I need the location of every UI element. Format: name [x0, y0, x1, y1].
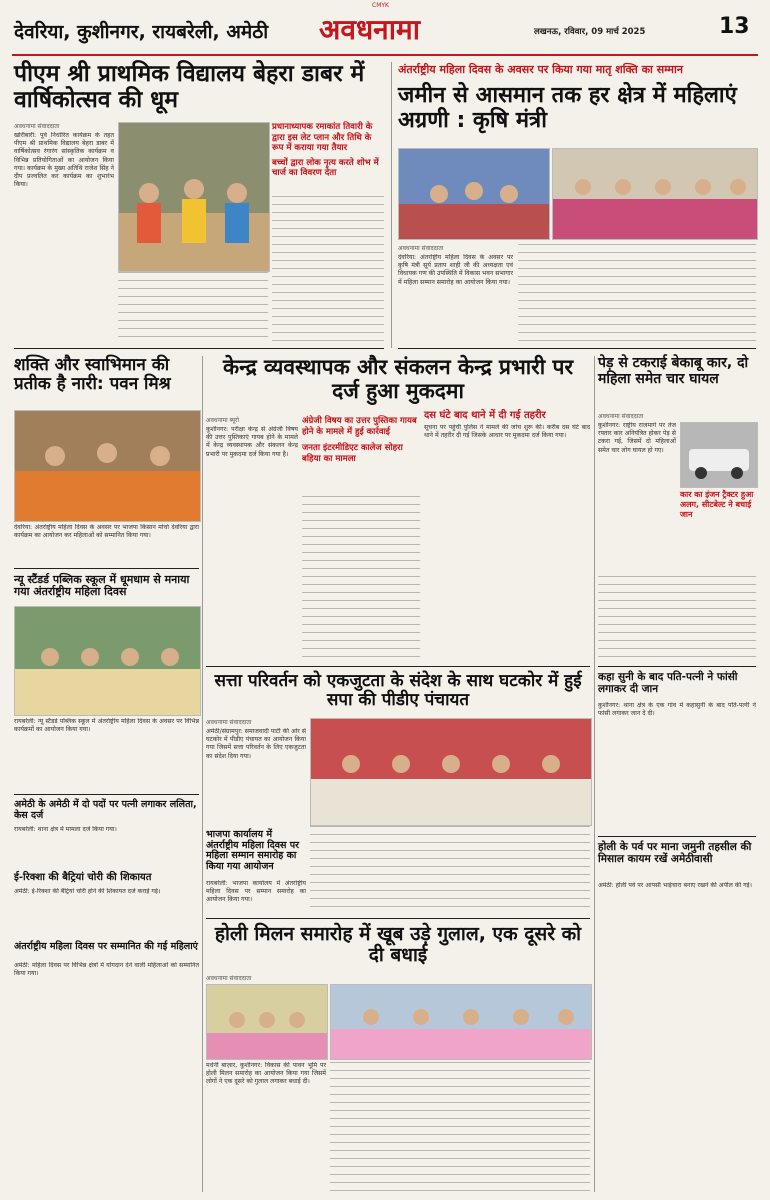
- a8-byline: अवधनामा संवाददाता: [206, 719, 252, 726]
- a9-headline: कहा सुनी के बाद पति-पत्नी ने फांसी लगाकर दी जान: [598, 671, 738, 695]
- a2-body-cont: [518, 244, 756, 346]
- divider: [398, 348, 756, 349]
- a16-headline: अंतर्राष्ट्रीय महिला दिवस पर सम्मानित की गई महिलाएं: [14, 941, 198, 952]
- page-number: 13: [719, 14, 750, 39]
- a2-headline: जमीन से आसमान तक हर क्षेत्र में महिलाएं अग्रणी : कृषि मंत्री: [398, 83, 737, 133]
- a1-body-cont: [118, 272, 268, 344]
- a8-body-cont: [310, 826, 590, 914]
- a2-body: देवरिया: अंतर्राष्ट्रीय महिला दिवस के अवसर पर कृषि मंत्री सूर्य प्रताप शाही जी की अध्यक्षता एवं विधायक गण की उपस्थिति में विकास भवन सभागार में महिला सम्मान समारोह का आयोजन किया गया।: [398, 254, 513, 286]
- divider: [14, 794, 199, 795]
- a11-photo-2: [330, 984, 592, 1060]
- a5-side2: जनता इंटरमीडिएट कालेज सोहरा बहिया का मामला: [302, 443, 403, 464]
- a15-headline: ई-रिक्शा की बैट्रियां चोरी की शिकायत: [14, 872, 152, 883]
- header-bar: [14, 10, 756, 52]
- dateline: लखनऊ, रविवार, 09 मार्च 2025: [534, 27, 646, 37]
- a10-headline: होली के पर्व पर माना जमुनी तहसील की मिसाल कायम रखें अमेठीवासी: [598, 841, 752, 865]
- a2-photo-2: [552, 148, 758, 240]
- a1-byline: अवधनामा संवाददाता: [14, 123, 60, 130]
- a11-headline: होली मिलन समारोह में खूब उड़े गुलाल, एक दूसरे को दी बधाई: [214, 923, 582, 967]
- a6-photo: [680, 422, 758, 488]
- a2-kicker: अंतर्राष्ट्रीय महिला दिवस के अवसर पर किया गया मातृ शक्ति का सम्मान: [398, 63, 683, 76]
- a4-headline: न्यू स्टैंडर्ड पब्लिक स्कूल में धूमधाम से मनाया गया अंतर्राष्ट्रीय महिला दिवस: [14, 573, 190, 599]
- a5-body-cont: [302, 496, 420, 662]
- a5-side-callout: [302, 416, 420, 464]
- header-rule: [12, 54, 758, 56]
- a16-body: अमेठी: महिला दिवस पर विभिन्न क्षेत्रों में योगदान देने वाली महिलाओं को सम्मानित किया गया।: [14, 962, 199, 978]
- a15-body: अमेठी: ई-रिक्शा की बैट्रियां चोरी होने की शिकायत दर्ज कराई गई।: [14, 888, 161, 895]
- a8-headline: सत्ता परिवर्तन को एकजुटता के संदेश के साथ घटकोर में हुई सपा की पीडीए पंचायत: [214, 671, 582, 711]
- a2-photo: [398, 148, 550, 240]
- divider: [206, 666, 590, 667]
- a8-body: अमेठी/संग्रामपुर: समाजवादी पार्टी की ओर से घटकोर में पीडीए पंचायत का आयोजन किया गया जिसमें सत्ता परिवर्तन के लिए एकजुटता का संदेश दिया गया।: [206, 728, 306, 760]
- a2-byline: अवधनामा संवाददाता: [398, 245, 444, 252]
- a3-photo: [14, 410, 201, 522]
- a6-side-callout: कार का इंजन ट्रैक्टर हुआ अलग, सीटबेल्ट ने बचाई जान: [680, 490, 754, 519]
- a6-byline: अवधनामा संवाददाता: [598, 413, 644, 420]
- a7-body: सूचना पर पहुंची पुलिस ने मामले की जांच शुरू की। करीब दस घंटे बाद थाने में तहरीर दी गई जिसके आधार पर मुकदमा दर्ज किया गया।: [424, 424, 590, 440]
- a5-body: कुशीनगर: परीक्षा केन्द्र से अंग्रेजी विषय की उत्तर पुस्तिकाएं गायब होने के मामले में केन्द्र व्यवस्थापक और संकलन केन्द्र प्रभारी पर मुकदमा दर्ज किया गया है।: [206, 426, 298, 458]
- brand-logo: [319, 10, 489, 50]
- a4-photo: [14, 606, 201, 716]
- a6-body-cont: [598, 576, 756, 662]
- a6-body: कुशीनगर: राष्ट्रीय राजमार्ग पर तेज रफ्तार कार अनियंत्रित होकर पेड़ से टकरा गई, जिसमें दो महिलाओं समेत चार लोग घायल हो गए।: [598, 422, 676, 454]
- a10-body: अमेठी: होली पर्व पर आपसी भाईचारा बनाए रखने की अपील की गई।: [598, 882, 752, 889]
- a9-body: कुशीनगर: थाना क्षेत्र के एक गांव में कहासुनी के बाद पति-पत्नी ने फांसी लगाकर जान दे दी।: [598, 702, 756, 718]
- a1-headline: पीएम श्री प्राथमिक विद्यालय बेहरा डाबर में वार्षिकोत्सव की धूम: [14, 61, 365, 113]
- divider: [14, 568, 199, 569]
- divider: [206, 918, 590, 919]
- a3-headline: शक्ति और स्वाभिमान की प्रतीक है नारी: पवन मिश्र: [14, 355, 171, 395]
- divider: [598, 666, 756, 667]
- a12-headline: भाजपा कार्यालय में अंतर्राष्ट्रीय महिला दिवस पर महिला सम्मान समारोह का किया गया आयोजन: [206, 829, 300, 872]
- divider: [598, 836, 756, 837]
- divider: [14, 348, 384, 349]
- a1-body: खोरीबारी: पूर्व निर्धारित कार्यक्रम के तहत पीएम श्री प्राथमिक विद्यालय बेहरा डाबर में वार्षिकोत्सव रंगारंग सांस्कृतिक कार्यक्रम व विभिन्न प्रतियोगिताओं का आयोजन किया गया। कार्यक्रम के मुख्य अतिथि राजेश सिंह ने दीप प्रज्वलित कर कार्यक्रम का शुभारंभ किया।: [14, 132, 114, 189]
- a5-headline: केन्द्र व्यवस्थापक और संकलन केन्द्र प्रभारी पर दर्ज हुआ मुकदमा: [222, 355, 574, 403]
- a7-headline: दस घंटे बाद थाने में दी गई तहरीर: [424, 410, 546, 421]
- a1-side-callout: [272, 122, 384, 179]
- a3-body: देवरिया: अंतर्राष्ट्रीय महिला दिवस के अवसर पर भाजपा किसान मोर्चा देवरिया द्वारा कार्यक्रम का आयोजन कर महिलाओं को सम्मानित किया गया।: [14, 524, 199, 540]
- a12-body: रायबरेली: भाजपा कार्यालय में अंतर्राष्ट्रीय महिला दिवस पर सम्मान समारोह का आयोजन किया गया।: [206, 880, 306, 904]
- a11-body-cont: [330, 1062, 590, 1192]
- a1-body-col3: [272, 196, 384, 344]
- col-rule: [594, 356, 595, 1192]
- a1-photo: [118, 122, 270, 272]
- a5-side1: अंग्रेजी विषय का उत्तर पुस्तिका गायब होने के मामले में हुई कार्रवाई: [302, 416, 417, 437]
- a8-photo: [310, 718, 592, 826]
- a1-side1: प्रधानाध्यापक रमाकांत तिवारी के द्वारा इस लेट प्लान और तिथि के रूप में कराया गया तैयार: [272, 122, 373, 153]
- a11-photo-1: [206, 984, 328, 1060]
- color-mark: CMYK: [372, 2, 389, 9]
- a5-byline: अवधनामा ब्यूरो: [206, 417, 240, 424]
- col-rule: [391, 62, 392, 348]
- a11-body: मधेनी बाज़ार, कुशीनगर: विकास की पावन भूमि पर होली मिलन समारोह का आयोजन किया गया जिसमें लोगों ने एक दूसरे को गुलाल लगाकर बधाई दी।: [206, 1062, 326, 1086]
- a1-side2: बच्चों द्वारा लोक नृत्य करते शोभ में चार्ज का विवरण देता: [272, 157, 379, 178]
- brand-wordmark: अवधनामा: [319, 13, 420, 46]
- col-rule: [202, 356, 203, 1192]
- a4-body: रायबरेली: न्यू स्टैंडर्ड पब्लिक स्कूल में अंतर्राष्ट्रीय महिला दिवस के अवसर पर विभिन्न कार्यक्रमों का आयोजन किया गया।: [14, 718, 199, 734]
- header-locations: देवरिया, कुशीनगर, रायबरेली, अमेठी: [14, 21, 269, 43]
- a6-headline: पेड़ से टकराई बेकाबू कार, दो महिला समेत चार घायल: [598, 355, 749, 387]
- a14-body: रायबरेली: थाना क्षेत्र में मामला दर्ज किया गया।: [14, 826, 117, 833]
- a14-headline: अमेठी के अमेठी में दो पदों पर पत्नी लगाकर ललिता, केस दर्ज: [14, 799, 197, 821]
- a11-byline: अवधनामा संवाददाता: [206, 975, 252, 982]
